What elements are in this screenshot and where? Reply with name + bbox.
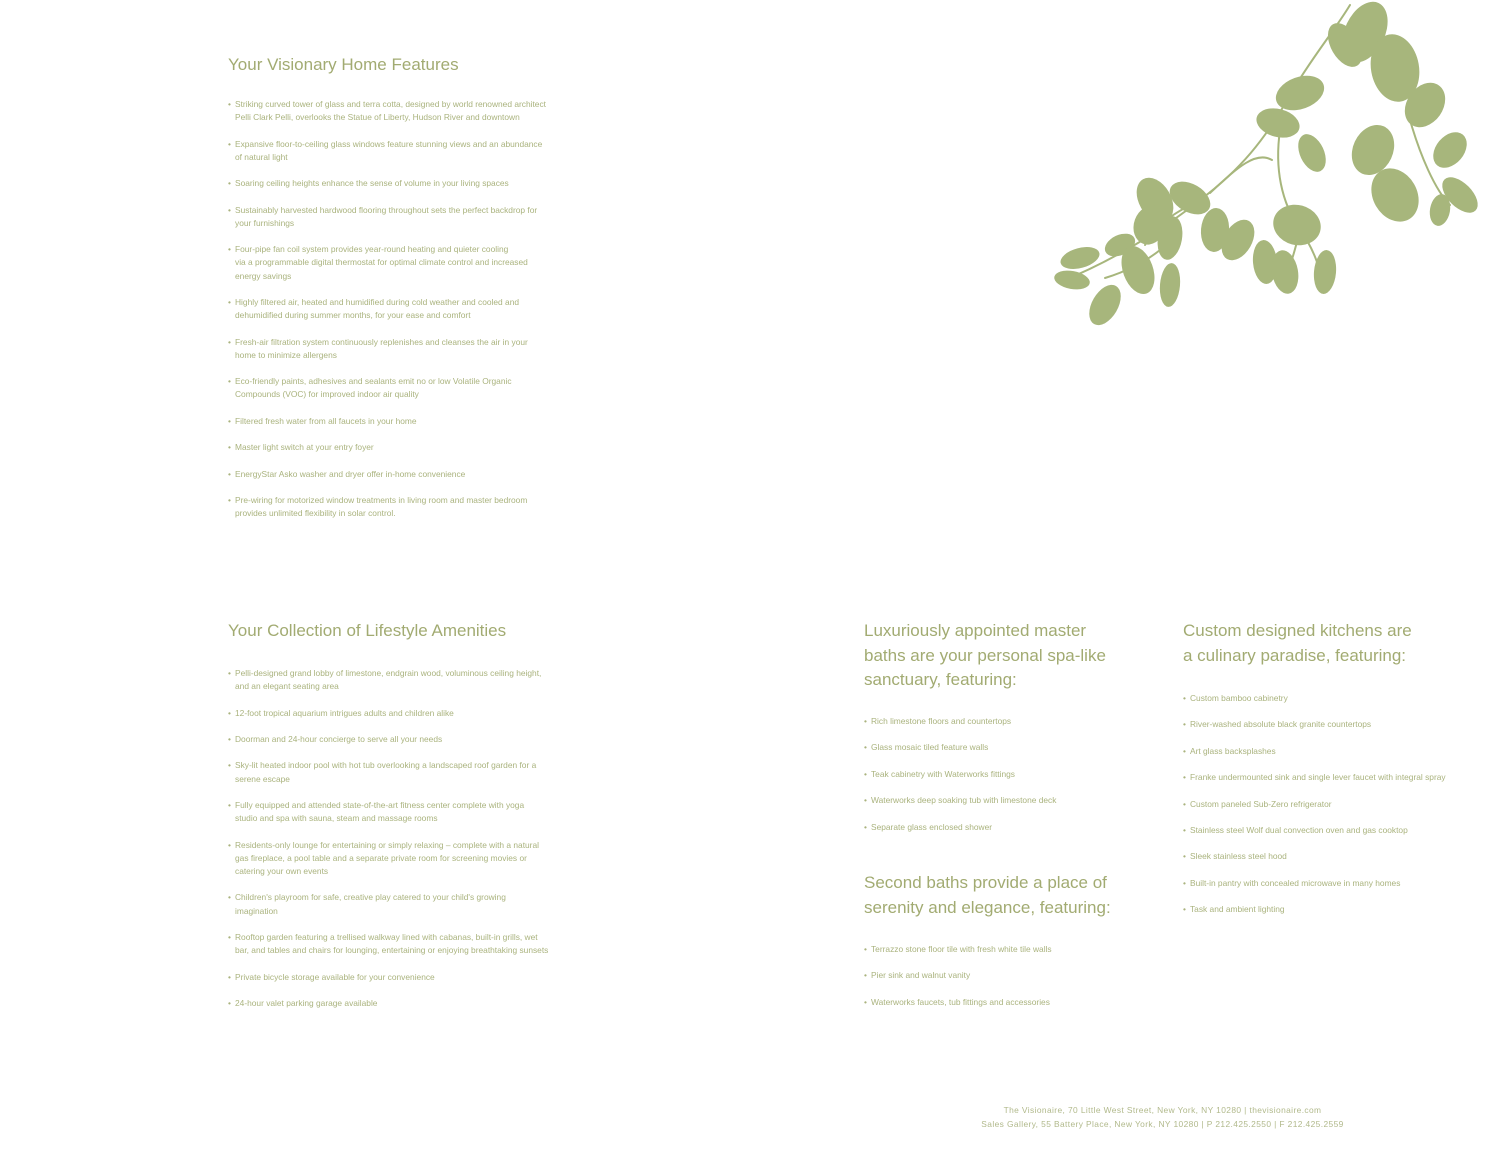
list-item-line: • Waterworks deep soaking tub with limestone deck xyxy=(871,795,1057,806)
list-item-line: • Fresh-air filtration system continuously replenishes and cleanses the air in your xyxy=(235,336,528,347)
list-item-line: • Terrazzo stone floor tile with fresh white tile walls xyxy=(871,944,1052,954)
list-item xyxy=(228,839,573,879)
list-item xyxy=(228,733,573,746)
list-item-line: • Custom paneled Sub-Zero refrigerator xyxy=(1190,798,1332,809)
list-item xyxy=(864,943,1144,956)
list-item-line: • Teak cabinetry with Waterworks fittings xyxy=(871,768,1015,779)
list-item-line: • Stainless steel Wolf dual convection oven and gas cooktop xyxy=(1190,824,1408,835)
list-item-line: of natural light xyxy=(235,151,288,162)
list-item-line: • EnergyStar Asko washer and dryer offer in-home convenience xyxy=(235,468,466,479)
list-item-line: • Separate glass enclosed shower xyxy=(871,821,993,832)
footer-line-sales-gallery: Sales Gallery, 55 Battery Place, New York, NY 10280 | P 212.425.2550 | F 212.425.2559 xyxy=(981,1119,1344,1129)
list-item-line: • 24-hour valet parking garage available xyxy=(235,997,378,1008)
list-item-line: • Rooftop garden featuring a trellised walkway lined with cabanas, built-in grills, wet xyxy=(235,931,538,942)
list-item-line: catering your own events xyxy=(235,865,329,876)
list-item-line: • Glass mosaic tiled feature walls xyxy=(871,742,989,753)
list-item-line: Compounds (VOC) for improved indoor air quality xyxy=(235,389,419,400)
list-item xyxy=(1183,692,1473,705)
list-item-line: dehumidified during summer months, for your ease and comfort xyxy=(235,310,471,321)
list-item-line: • Franke undermounted sink and single lever faucet with integral spray xyxy=(1190,772,1446,783)
list-item-line: imagination xyxy=(235,905,278,916)
list-item-line: • Eco-friendly paints, adhesives and sealants emit no or low Volatile Organic xyxy=(235,376,512,387)
list-item-line: energy savings xyxy=(235,270,292,281)
list-item-line: bar, and tables and chairs for lounging, entertaining or enjoying breathtaking sunsets xyxy=(235,945,549,956)
list-item-line: • River-washed absolute black granite countertops xyxy=(1190,719,1372,730)
list-item xyxy=(1183,850,1473,863)
list-item-line: • Striking curved tower of glass and terra cotta, designed by world renowned architect xyxy=(235,99,546,109)
list-item xyxy=(1183,718,1473,731)
heading-line: a culinary paradise, featuring: xyxy=(1183,645,1407,665)
list-item-line: • Pre-wiring for motorized window treatments in living room and master bedroom xyxy=(235,494,528,505)
list-item xyxy=(228,138,568,164)
amenities-heading: Your Collection of Lifestyle Amenities xyxy=(228,621,507,640)
list-item xyxy=(228,971,573,984)
list-item-line: • Sleek stainless steel hood xyxy=(1190,851,1287,862)
list-item-line: serene escape xyxy=(235,773,290,784)
list-item xyxy=(228,799,573,825)
list-item-line: • Sky-lit heated indoor pool with hot tub overlooking a landscaped roof garden for a xyxy=(235,760,537,771)
list-item-line: • Pier sink and walnut vanity xyxy=(871,970,971,981)
list-item xyxy=(228,707,573,720)
heading-line: baths are your personal spa-like xyxy=(864,645,1106,665)
list-item xyxy=(1183,771,1473,784)
list-item xyxy=(228,243,568,283)
list-item xyxy=(1183,877,1473,890)
list-item xyxy=(864,969,1144,982)
list-item-line: • Private bicycle storage available for your convenience xyxy=(235,971,435,982)
list-item xyxy=(1183,798,1473,811)
heading-line: sanctuary, featuring: xyxy=(864,670,1017,689)
list-item-line: • Rich limestone floors and countertops xyxy=(871,716,1012,726)
list-item xyxy=(228,375,568,401)
list-item xyxy=(228,667,573,693)
list-item xyxy=(228,336,568,362)
list-item xyxy=(228,759,573,785)
second-baths-heading xyxy=(864,871,1111,920)
list-item-line: provides unlimited flexibility in solar control. xyxy=(235,508,396,519)
list-item xyxy=(864,821,1144,834)
list-item xyxy=(864,768,1144,781)
list-item-line: • Fully equipped and attended state-of-the-art fitness center complete with yoga xyxy=(235,799,525,810)
list-item-line: • 12-foot tropical aquarium intrigues adults and children alike xyxy=(235,707,454,718)
list-item-line: • Custom bamboo cabinetry xyxy=(1190,693,1288,703)
list-item xyxy=(228,204,568,230)
list-item-line: • Filtered fresh water from all faucets in your home xyxy=(235,415,417,426)
list-item-line: • Four-pipe fan coil system provides year-round heating and quieter cooling xyxy=(235,244,509,255)
heading-line: Luxuriously appointed master xyxy=(864,621,1087,640)
list-item xyxy=(228,931,573,957)
list-item xyxy=(1183,745,1473,758)
list-item-line: • Waterworks faucets, tub fittings and accessories xyxy=(871,996,1050,1007)
list-item-line: • Expansive floor-to-ceiling glass windows feature stunning views and an abundance xyxy=(235,138,543,149)
list-item-line: • Task and ambient lighting xyxy=(1190,904,1285,915)
list-item xyxy=(228,494,568,520)
list-item-line: • Pelli-designed grand lobby of limestone, endgrain wood, voluminous ceiling height, xyxy=(235,668,542,678)
list-item-line: • Soaring ceiling heights enhance the sense of volume in your living spaces xyxy=(235,178,509,189)
list-item xyxy=(228,98,568,124)
list-item xyxy=(1183,903,1473,916)
list-item xyxy=(228,997,573,1010)
features-list xyxy=(228,98,568,534)
heading-line: Custom designed kitchens are xyxy=(1183,621,1412,640)
list-item xyxy=(864,715,1144,728)
list-item-line: and an elegant seating area xyxy=(235,681,339,692)
list-item-line: • Residents-only lounge for entertaining or simply relaxing – complete with a natural xyxy=(235,839,539,850)
list-item-line: • Master light switch at your entry foyer xyxy=(235,442,374,453)
list-item-line: your furnishings xyxy=(235,217,295,228)
footer-address xyxy=(920,1103,1405,1131)
kitchens-list xyxy=(1183,692,1473,930)
amenities-list xyxy=(228,667,573,1023)
features-heading: Your Visionary Home Features xyxy=(228,55,459,74)
list-item-line: • Built-in pantry with concealed microwave in many homes xyxy=(1190,877,1401,888)
master-baths-list xyxy=(864,715,1144,847)
heading-line: serenity and elegance, featuring: xyxy=(864,897,1111,917)
list-item xyxy=(864,741,1144,754)
list-item-line: • Doorman and 24-hour concierge to serve all your needs xyxy=(235,733,443,744)
list-item-line: Pelli Clark Pelli, overlooks the Statue of Liberty, Hudson River and downtown xyxy=(235,112,520,123)
leafy-branch-icon xyxy=(1050,0,1491,335)
list-item xyxy=(228,891,573,917)
list-item xyxy=(228,415,568,428)
list-item xyxy=(864,794,1144,807)
list-item-line: • Sustainably harvested hardwood flooring throughout sets the perfect backdrop for xyxy=(235,204,538,215)
list-item-line: via a programmable digital thermostat for optimal climate control and increased xyxy=(235,257,528,268)
master-baths-heading xyxy=(864,619,1106,693)
list-item xyxy=(228,296,568,322)
second-baths-list xyxy=(864,943,1144,1022)
list-item xyxy=(228,177,568,190)
footer-line-address: The Visionaire, 70 Little West Street, New York, NY 10280 | thevisionaire.com xyxy=(1003,1105,1322,1115)
list-item-line: gas fireplace, a pool table and a separate private room for screening movies or xyxy=(235,852,527,863)
list-item-line: • Highly filtered air, heated and humidified during cold weather and cooled and xyxy=(235,296,520,307)
list-item-line: home to minimize allergens xyxy=(235,349,337,360)
list-item-line: • Children's playroom for safe, creative play catered to your child's growing xyxy=(235,892,506,903)
heading-line: Second baths provide a place of xyxy=(864,873,1107,892)
list-item-line: studio and spa with sauna, steam and massage rooms xyxy=(235,813,438,824)
kitchens-heading xyxy=(1183,619,1412,668)
list-item-line: • Art glass backsplashes xyxy=(1190,745,1276,756)
list-item xyxy=(228,441,568,454)
list-item xyxy=(864,996,1144,1009)
list-item xyxy=(228,468,568,481)
list-item xyxy=(1183,824,1473,837)
